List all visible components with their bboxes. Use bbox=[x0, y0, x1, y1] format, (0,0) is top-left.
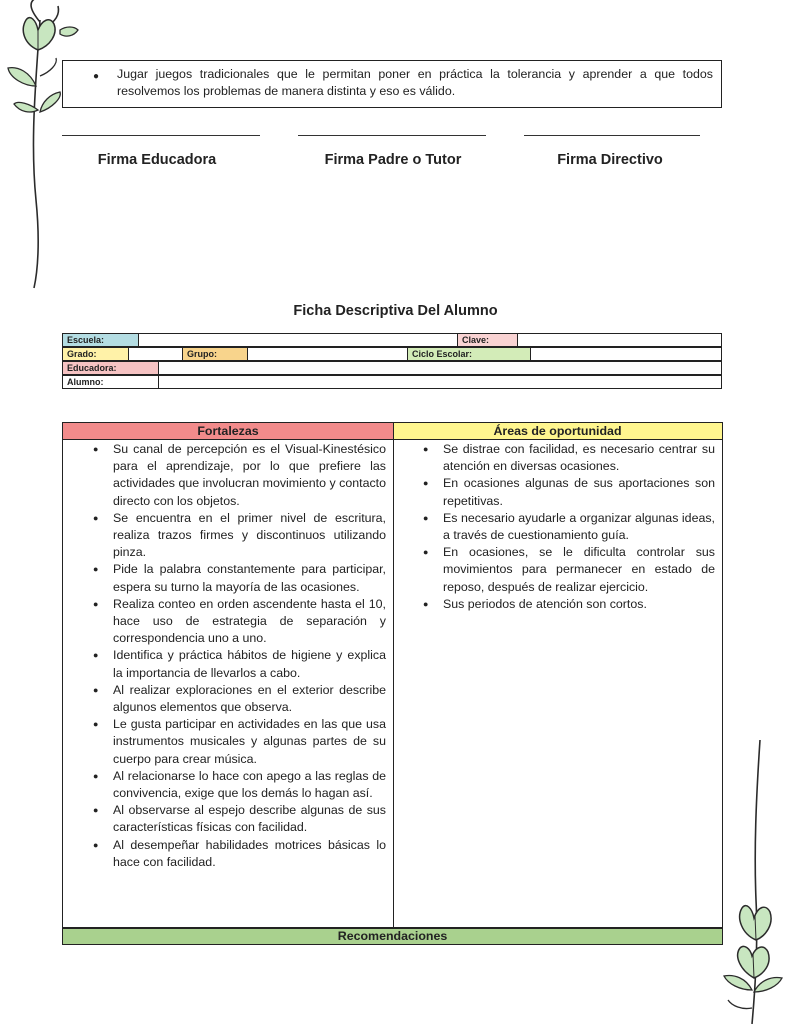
grado-field[interactable] bbox=[129, 348, 183, 360]
form-row-grado bbox=[62, 347, 722, 361]
signature-label-tutor: Firma Padre o Tutor bbox=[324, 152, 462, 168]
grupo-label: Grupo: bbox=[183, 348, 248, 360]
bullet-icon: ● bbox=[423, 478, 429, 489]
fortaleza-item-text: Su canal de percepción es el Visual-Kinestésico para el aprendizaje, por lo que prefiere las actividades que involucran movimiento y contacto directo con los objetos. bbox=[113, 442, 386, 508]
bullet-icon: ● bbox=[93, 512, 99, 523]
vine-decoration-top bbox=[0, 0, 90, 290]
alumno-label: Alumno: bbox=[63, 376, 159, 388]
fortaleza-item-text: Al realizar exploraciones en el exterior describe algunos elementos que observa. bbox=[113, 682, 386, 715]
signature-label-directivo: Firma Directivo bbox=[557, 152, 663, 168]
area-item bbox=[419, 510, 715, 544]
form-row-educadora bbox=[62, 361, 722, 375]
ciclo-label: Ciclo Escolar: bbox=[408, 348, 531, 360]
bullet-icon: ● bbox=[93, 650, 99, 661]
fortaleza-item-text: Al relacionarse lo hace con apego a las reglas de convivencia, exige que los demás lo hagan así. bbox=[113, 768, 386, 801]
bullet-icon: ● bbox=[423, 512, 429, 523]
fortaleza-item-text: Realiza conteo en orden ascendente hasta el 10, hace uso de estrategia de separación y correspondencia uno a uno. bbox=[113, 596, 386, 646]
form-row-alumno bbox=[62, 375, 722, 389]
fortaleza-item bbox=[89, 682, 386, 716]
bullet-icon: ● bbox=[93, 805, 99, 816]
bullet-icon: ● bbox=[423, 598, 429, 609]
fortaleza-item bbox=[89, 510, 386, 562]
area-item-text: Se distrae con facilidad, es necesario centrar su atención en diversas ocasiones. bbox=[443, 442, 715, 474]
ciclo-field[interactable] bbox=[531, 348, 721, 360]
area-item-text: Es necesario ayudarle a organizar algunas ideas, a través de cuestionamiento guía. bbox=[443, 510, 715, 543]
bullet-icon: ● bbox=[423, 547, 429, 558]
bullet-icon: ● bbox=[93, 598, 99, 609]
bullet-icon: ● bbox=[93, 839, 99, 850]
recomendaciones-header: Recomendaciones bbox=[62, 928, 723, 945]
area-item-text: Sus periodos de atención son cortos. bbox=[443, 596, 647, 611]
fortalezas-header: Fortalezas bbox=[63, 423, 393, 440]
fortaleza-item-text: Se encuentra en el primer nivel de escritura, realiza trazos firmes y discontinuos utilizando pinza. bbox=[113, 510, 386, 560]
areas-list bbox=[419, 441, 715, 613]
area-item bbox=[419, 441, 715, 475]
fortaleza-item bbox=[89, 802, 386, 836]
alumno-field[interactable] bbox=[159, 376, 721, 388]
clave-field[interactable] bbox=[518, 334, 721, 346]
top-note-box bbox=[62, 60, 722, 108]
signature-line-educadora bbox=[62, 135, 260, 136]
grupo-field[interactable] bbox=[248, 348, 408, 360]
bullet-icon: ● bbox=[93, 444, 99, 454]
area-item bbox=[419, 475, 715, 509]
grado-label: Grado: bbox=[63, 348, 129, 360]
fortaleza-item bbox=[89, 441, 386, 510]
page-title: Ficha Descriptiva Del Alumno bbox=[293, 303, 498, 319]
fortaleza-item-text: Al desempeñar habilidades motrices básicas lo hace con facilidad. bbox=[113, 837, 386, 869]
fortaleza-item bbox=[89, 768, 386, 802]
area-item-text: En ocasiones, se le dificulta controlar sus movimientos para permanecer en estado de reposo, después de realizar ejercicio. bbox=[443, 545, 715, 594]
signature-line-tutor bbox=[298, 135, 486, 136]
fortalezas-areas-table bbox=[62, 422, 723, 928]
area-item bbox=[419, 596, 715, 613]
fortaleza-item bbox=[89, 837, 386, 871]
bullet-icon: ● bbox=[93, 684, 99, 695]
educadora-label: Educadora: bbox=[63, 362, 159, 374]
bullet-icon: ● bbox=[93, 770, 99, 781]
areas-header: Áreas de oportunidad bbox=[393, 423, 722, 440]
fortaleza-item-text: Le gusta participar en actividades en las que usa instrumentos musicales y algunas partes de su cuerpo para crear música. bbox=[113, 717, 386, 766]
bullet-icon: ● bbox=[93, 564, 99, 575]
signature-line-directivo bbox=[524, 135, 700, 136]
fortaleza-item bbox=[89, 561, 386, 595]
bullet-icon: ● bbox=[93, 719, 99, 730]
bullet-icon: ● bbox=[423, 444, 429, 454]
fortaleza-item bbox=[89, 647, 386, 681]
escuela-field[interactable] bbox=[139, 334, 458, 346]
form-row-escuela bbox=[62, 333, 722, 347]
bullet-icon: ● bbox=[93, 71, 100, 82]
area-item bbox=[419, 544, 715, 596]
fortaleza-item bbox=[89, 716, 386, 768]
area-item-text: En ocasiones algunas de sus aportaciones son repetitivas. bbox=[443, 476, 715, 508]
clave-label: Clave: bbox=[458, 334, 518, 346]
fortaleza-item-text: Pide la palabra constantemente para participar, espera su turno la mayoría de las ocasiones. bbox=[113, 562, 386, 594]
column-divider bbox=[393, 423, 394, 927]
signature-label-educadora: Firma Educadora bbox=[97, 152, 217, 168]
fortaleza-item-text: Al observarse al espejo describe algunas de sus características físicas con facilidad. bbox=[113, 803, 386, 835]
fortaleza-item-text: Identifica y práctica hábitos de higiene y explica la importancia de llevarlos a cabo. bbox=[113, 648, 386, 680]
fortaleza-item bbox=[89, 596, 386, 648]
escuela-label: Escuela: bbox=[63, 334, 139, 346]
fortalezas-list bbox=[89, 441, 386, 871]
educadora-field[interactable] bbox=[159, 362, 721, 374]
top-note-text: Jugar juegos tradicionales que le permitan poner en práctica la tolerancia y aprender a que todos resolvemos los problemas de manera distinta y eso es válido. bbox=[117, 67, 713, 98]
